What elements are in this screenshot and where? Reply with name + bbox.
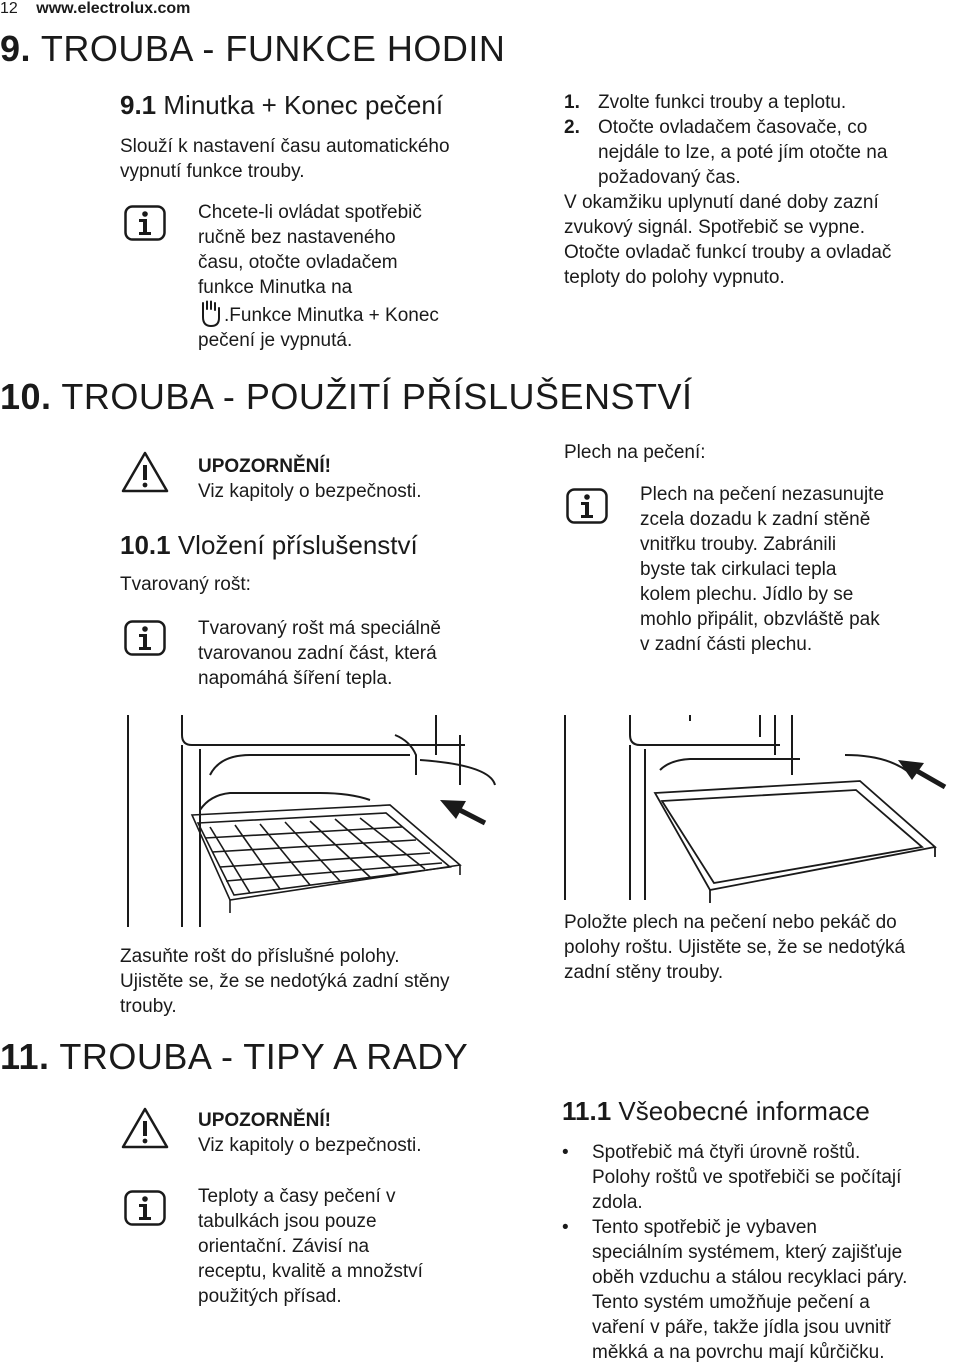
info-icon [124,205,166,241]
warning-label: UPOZORNĚNÍ! [198,1110,331,1131]
step-item: 2. Otočte ovladačem časovače, co nejdále to lze, a poté jím otočte na požadovaný čas. [564,117,888,188]
section-10-warning: UPOZORNĚNÍ! Viz kapitoly o bezpečnosti. [198,454,528,504]
list-item: • Tento spotřebič je vybaven speciálním systémem, který zajišťuje oběh vzduchu a stálou recyklaci páry. Tento systém umožňuje pečení a vaření v páře, takže jídla jsou uvnitř měkká a na povrchu mají kůrčičku. [562,1217,908,1363]
step-item: 1. Zvolte funkci trouby a teplotu. [564,92,847,113]
tray-insertion-illustration [560,715,955,910]
info-icon [124,620,166,656]
rack-insertion-illustration [120,715,510,935]
section-9-info-note: Chcete-li ovládat spotřebič ručně bez nastaveného času, otočte ovladačem funkce Minutka na .Funkce Minutka + Konec pečení je vypnutá. [198,202,439,351]
tray-label: Plech na pečení: [564,442,706,463]
warning-icon [120,1106,170,1150]
hand-stop-icon [198,300,224,328]
warning-icon [120,450,170,494]
tray-info-note: Plech na pečení nezasunujte zcela dozadu k zadní stěně vnitřku trouby. Zabránili byste tak cirkulaci tepla kolem plechu. Jídlo by se mohlo připálit, obzvláště pak v zadní části plechu. [640,484,885,655]
info-icon [124,1190,166,1226]
section-11-info-note: Teploty a časy pečení v tabulkách jsou pouze orientační. Závisí na receptu, kvalitě a množství použitých přísad. [198,1186,423,1307]
section-9-1-title: 9.1 Minutka + Konec pečení [120,90,444,120]
section-10-title: 10. TROUBA - POUŽITÍ PŘÍSLUŠENSTVÍ [0,376,693,417]
section-11-title: 11. TROUBA - TIPY A RADY [0,1036,469,1077]
section-11-bullets [562,1140,957,1365]
section-9-title: 9. TROUBA - FUNKCE HODIN [0,28,506,69]
section-11-warning: UPOZORNĚNÍ! Viz kapitoly o bezpečnosti. [198,1108,528,1158]
rack-caption: Zasuňte rošt do příslušné polohy. Ujistěte se, že se nedotýká zadní stěny trouby. [120,946,450,1017]
rack-info-note: Tvarovaný rošt má speciálně tvarovanou zadní část, která napomáhá šíření tepla. [198,618,441,689]
warning-label: UPOZORNĚNÍ! [198,456,331,477]
page-header [0,0,190,18]
page-number: 12 [0,0,18,17]
section-9-after-steps: V okamžiku uplynutí dané doby zazní zvukový signál. Spotřebič se vypne. Otočte ovladač funkcí trouby a ovladač teploty do polohy vypnuto. [564,192,892,288]
info-icon [566,488,608,524]
list-item: • Spotřebič má čtyři úrovně roštů. Polohy roštů ve spotřebiči se počítají zdola. [562,1142,902,1213]
section-11-1-title: 11.1 Všeobecné informace [562,1096,870,1126]
tray-caption: Položte plech na pečení nebo pekáč do polohy roštu. Ujistěte se, že se nedotýká zadní stěny trouby. [564,912,906,983]
section-9-intro: Slouží k nastavení času automatického vypnutí funkce trouby. [120,136,450,182]
site-url: www.electrolux.com [36,0,191,17]
rack-label: Tvarovaný rošt: [120,574,251,595]
section-10-1-title: 10.1 Vložení příslušenství [120,530,418,560]
section-9-steps [564,90,954,190]
